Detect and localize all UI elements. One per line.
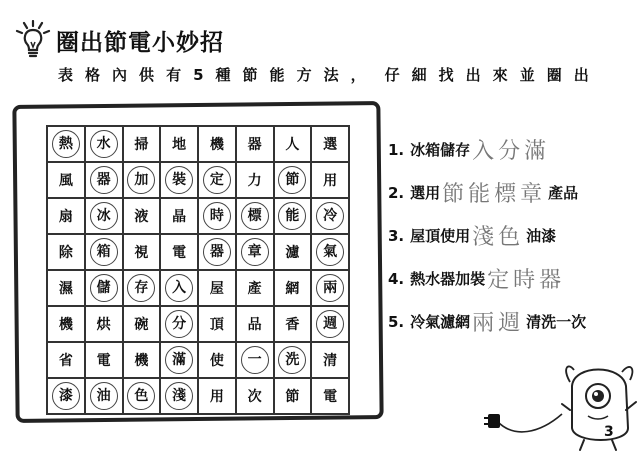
grid-cell[interactable] bbox=[85, 378, 123, 414]
grid-char: 分 bbox=[165, 310, 193, 338]
grid-char: 漆 bbox=[52, 382, 80, 410]
grid-char: 兩 bbox=[316, 274, 344, 302]
instruction-char: 供 bbox=[139, 66, 156, 84]
grid-char: 節 bbox=[278, 166, 306, 194]
grid-cell[interactable] bbox=[85, 126, 123, 162]
grid-cell[interactable] bbox=[160, 342, 198, 378]
grid-char: 液 bbox=[134, 209, 149, 225]
grid-char: 烘 bbox=[96, 317, 111, 333]
instruction-char: 並 bbox=[519, 66, 536, 84]
grid-char: 加 bbox=[127, 166, 155, 194]
grid-char: 碗 bbox=[134, 317, 149, 333]
answer-handwritten[interactable]: 定時器 bbox=[487, 268, 566, 293]
grid-char: 扇 bbox=[58, 209, 73, 225]
grid-cell[interactable] bbox=[236, 306, 274, 342]
grid-char: 清 bbox=[323, 353, 338, 369]
answer-handwritten[interactable]: 淺色 bbox=[472, 225, 525, 250]
grid-cell[interactable] bbox=[311, 306, 349, 342]
answer-item bbox=[388, 214, 638, 257]
answer-item bbox=[388, 300, 638, 343]
grid-char: 冷 bbox=[316, 202, 344, 230]
grid-cell[interactable] bbox=[160, 162, 198, 198]
grid-cell[interactable] bbox=[47, 198, 85, 234]
grid-cell[interactable] bbox=[236, 378, 274, 414]
answer-number: 2. bbox=[388, 183, 405, 202]
grid-cell[interactable] bbox=[274, 234, 312, 270]
instruction-char: 格 bbox=[85, 66, 102, 84]
grid-cell[interactable] bbox=[198, 306, 236, 342]
page-title: 圈出節電小妙招 bbox=[56, 29, 224, 56]
grid-cell[interactable] bbox=[47, 306, 85, 342]
answer-list bbox=[388, 128, 638, 343]
grid-char: 油 bbox=[90, 382, 118, 410]
grid-char: 使 bbox=[209, 353, 224, 369]
grid-cell[interactable] bbox=[274, 162, 312, 198]
grid-cell[interactable] bbox=[123, 378, 161, 414]
instruction-char: 仔 bbox=[384, 66, 401, 84]
grid-char: 除 bbox=[58, 245, 73, 261]
grid-cell[interactable] bbox=[85, 234, 123, 270]
instruction-char: 表 bbox=[58, 66, 75, 84]
grid-char: 水 bbox=[90, 130, 118, 158]
grid-char: 色 bbox=[127, 382, 155, 410]
page-number: 3 bbox=[604, 424, 614, 440]
grid-cell[interactable] bbox=[236, 342, 274, 378]
grid-char: 週 bbox=[316, 310, 344, 338]
grid-cell[interactable] bbox=[274, 306, 312, 342]
grid-cell[interactable] bbox=[160, 198, 198, 234]
grid-char: 品 bbox=[247, 317, 262, 333]
header bbox=[14, 20, 224, 60]
grid-char: 存 bbox=[127, 274, 155, 302]
answer-number: 5. bbox=[388, 312, 405, 331]
grid-cell[interactable] bbox=[198, 198, 236, 234]
grid-char: 電 bbox=[323, 389, 338, 405]
grid-cell[interactable] bbox=[236, 198, 274, 234]
grid-cell[interactable] bbox=[160, 306, 198, 342]
grid-char: 一 bbox=[241, 346, 269, 374]
instruction-char: 有 bbox=[166, 66, 183, 84]
grid-cell[interactable] bbox=[198, 270, 236, 306]
grid-cell[interactable] bbox=[198, 162, 236, 198]
grid-char: 屋 bbox=[209, 281, 224, 297]
grid-cell[interactable] bbox=[274, 198, 312, 234]
instruction-char: 節 bbox=[242, 66, 259, 84]
grid-cell[interactable] bbox=[236, 234, 274, 270]
grid-char: 器 bbox=[203, 238, 231, 266]
grid-char: 用 bbox=[323, 173, 338, 189]
grid-char: 晶 bbox=[172, 209, 187, 225]
grid-cell[interactable] bbox=[198, 126, 236, 162]
grid-char: 機 bbox=[134, 353, 149, 369]
grid-cell[interactable] bbox=[47, 270, 85, 306]
answer-number: 1. bbox=[388, 140, 405, 159]
grid-cell[interactable] bbox=[160, 270, 198, 306]
grid-char: 定 bbox=[203, 166, 231, 194]
grid-cell[interactable] bbox=[123, 126, 161, 162]
grid-cell[interactable] bbox=[236, 270, 274, 306]
instruction-char: 出 bbox=[573, 66, 590, 84]
instruction-char: 種 bbox=[215, 66, 232, 84]
grid-char: 頂 bbox=[209, 317, 224, 333]
grid-row bbox=[47, 198, 349, 234]
instruction-char: 來 bbox=[492, 66, 509, 84]
grid-char: 器 bbox=[247, 137, 262, 153]
grid-char: 裝 bbox=[165, 166, 193, 194]
grid-cell[interactable] bbox=[274, 126, 312, 162]
plug-icon bbox=[484, 400, 564, 440]
grid-cell[interactable] bbox=[160, 126, 198, 162]
grid-cell[interactable] bbox=[47, 126, 85, 162]
grid-char: 香 bbox=[285, 317, 300, 333]
word-search-grid bbox=[46, 125, 350, 415]
grid-cell[interactable] bbox=[311, 234, 349, 270]
answer-prefix: 冰箱儲存 bbox=[410, 141, 471, 159]
grid-char: 機 bbox=[209, 137, 224, 153]
instruction-char: 細 bbox=[411, 66, 428, 84]
instruction-text bbox=[58, 64, 628, 85]
grid-char: 儲 bbox=[90, 274, 118, 302]
grid-char: 地 bbox=[172, 137, 187, 153]
grid-cell[interactable] bbox=[47, 162, 85, 198]
grid-char: 視 bbox=[134, 245, 149, 261]
grid-cell[interactable] bbox=[123, 162, 161, 198]
grid-char: 淺 bbox=[165, 382, 193, 410]
grid-cell[interactable] bbox=[85, 162, 123, 198]
instruction-char: 能 bbox=[269, 66, 286, 84]
instruction-char: ， bbox=[350, 66, 367, 84]
grid-cell[interactable] bbox=[160, 234, 198, 270]
grid-cell[interactable] bbox=[198, 378, 236, 414]
grid-cell[interactable] bbox=[198, 342, 236, 378]
grid-char: 力 bbox=[247, 173, 262, 189]
grid-cell[interactable] bbox=[160, 378, 198, 414]
answer-number: 3. bbox=[388, 226, 405, 245]
grid-char: 箱 bbox=[90, 238, 118, 266]
grid-cell[interactable] bbox=[274, 270, 312, 306]
grid-cell[interactable] bbox=[47, 234, 85, 270]
grid-cell[interactable] bbox=[198, 234, 236, 270]
grid-cell[interactable] bbox=[311, 378, 349, 414]
grid-cell[interactable] bbox=[85, 342, 123, 378]
grid-row bbox=[47, 234, 349, 270]
answer-handwritten[interactable]: 入分滿 bbox=[472, 139, 551, 164]
instruction-char: 法 bbox=[323, 66, 340, 84]
grid-char: 節 bbox=[285, 389, 300, 405]
answer-item bbox=[388, 128, 638, 171]
grid-cell[interactable] bbox=[236, 126, 274, 162]
lightbulb-icon bbox=[14, 20, 52, 60]
answer-prefix: 熱水器加裝 bbox=[410, 270, 486, 288]
grid-cell[interactable] bbox=[47, 378, 85, 414]
answer-suffix: 清洗一次 bbox=[526, 313, 587, 331]
grid-char: 氣 bbox=[316, 238, 344, 266]
grid-char: 電 bbox=[96, 353, 111, 369]
grid-char: 次 bbox=[247, 389, 262, 405]
instruction-char: 出 bbox=[465, 66, 482, 84]
answer-handwritten[interactable]: 兩週 bbox=[472, 311, 525, 336]
answer-item bbox=[388, 171, 638, 214]
grid-char: 標 bbox=[241, 202, 269, 230]
grid-char: 電 bbox=[172, 245, 187, 261]
grid-row bbox=[47, 270, 349, 306]
grid-char: 網 bbox=[285, 281, 300, 297]
grid-cell[interactable] bbox=[123, 342, 161, 378]
answer-handwritten[interactable]: 節能標章 bbox=[442, 182, 547, 207]
answer-item bbox=[388, 257, 638, 300]
answer-prefix: 選用 bbox=[410, 184, 441, 202]
grid-cell[interactable] bbox=[311, 270, 349, 306]
grid-cell[interactable] bbox=[236, 162, 274, 198]
grid-cell[interactable] bbox=[123, 198, 161, 234]
grid-char: 濕 bbox=[58, 281, 73, 297]
grid-char: 洗 bbox=[278, 346, 306, 374]
grid-cell[interactable] bbox=[274, 378, 312, 414]
grid-cell[interactable] bbox=[311, 162, 349, 198]
instruction-char: 5 bbox=[193, 66, 205, 84]
grid-char: 濾 bbox=[285, 245, 300, 261]
grid-char: 冰 bbox=[90, 202, 118, 230]
instruction-char: 圈 bbox=[546, 66, 563, 84]
grid-row bbox=[47, 342, 349, 378]
grid-cell[interactable] bbox=[85, 306, 123, 342]
grid-cell[interactable] bbox=[123, 306, 161, 342]
grid-row bbox=[47, 306, 349, 342]
grid-cell[interactable] bbox=[311, 342, 349, 378]
grid-cell[interactable] bbox=[123, 270, 161, 306]
grid-cell[interactable] bbox=[85, 270, 123, 306]
grid-char: 省 bbox=[58, 353, 73, 369]
grid-char: 滿 bbox=[165, 346, 193, 374]
grid-char: 器 bbox=[90, 166, 118, 194]
answer-prefix: 冷氣濾網 bbox=[410, 313, 471, 331]
grid-char: 用 bbox=[209, 389, 224, 405]
grid-char: 選 bbox=[323, 137, 338, 153]
grid-char: 產 bbox=[247, 281, 262, 297]
grid-char: 章 bbox=[241, 238, 269, 266]
grid-row bbox=[47, 126, 349, 162]
grid-char: 入 bbox=[165, 274, 193, 302]
instruction-char: 找 bbox=[438, 66, 455, 84]
grid-char: 風 bbox=[58, 173, 73, 189]
grid-char: 掃 bbox=[134, 137, 149, 153]
answer-suffix: 產品 bbox=[548, 184, 579, 202]
grid-char: 人 bbox=[285, 137, 300, 153]
answer-prefix: 屋頂使用 bbox=[410, 227, 471, 245]
grid-cell[interactable] bbox=[311, 198, 349, 234]
grid-char: 熱 bbox=[52, 130, 80, 158]
grid-cell[interactable] bbox=[311, 126, 349, 162]
grid-char: 能 bbox=[278, 202, 306, 230]
grid-char: 機 bbox=[58, 317, 73, 333]
instruction-char: 方 bbox=[296, 66, 313, 84]
grid-cell[interactable] bbox=[274, 342, 312, 378]
grid-cell[interactable] bbox=[123, 234, 161, 270]
instruction-char: 內 bbox=[112, 66, 129, 84]
answer-number: 4. bbox=[388, 269, 405, 288]
answer-suffix: 油漆 bbox=[526, 227, 557, 245]
grid-cell[interactable] bbox=[85, 198, 123, 234]
grid-row bbox=[47, 162, 349, 198]
mascot-icon bbox=[560, 358, 638, 452]
grid-cell[interactable] bbox=[47, 342, 85, 378]
grid-char: 時 bbox=[203, 202, 231, 230]
grid-row bbox=[47, 378, 349, 414]
